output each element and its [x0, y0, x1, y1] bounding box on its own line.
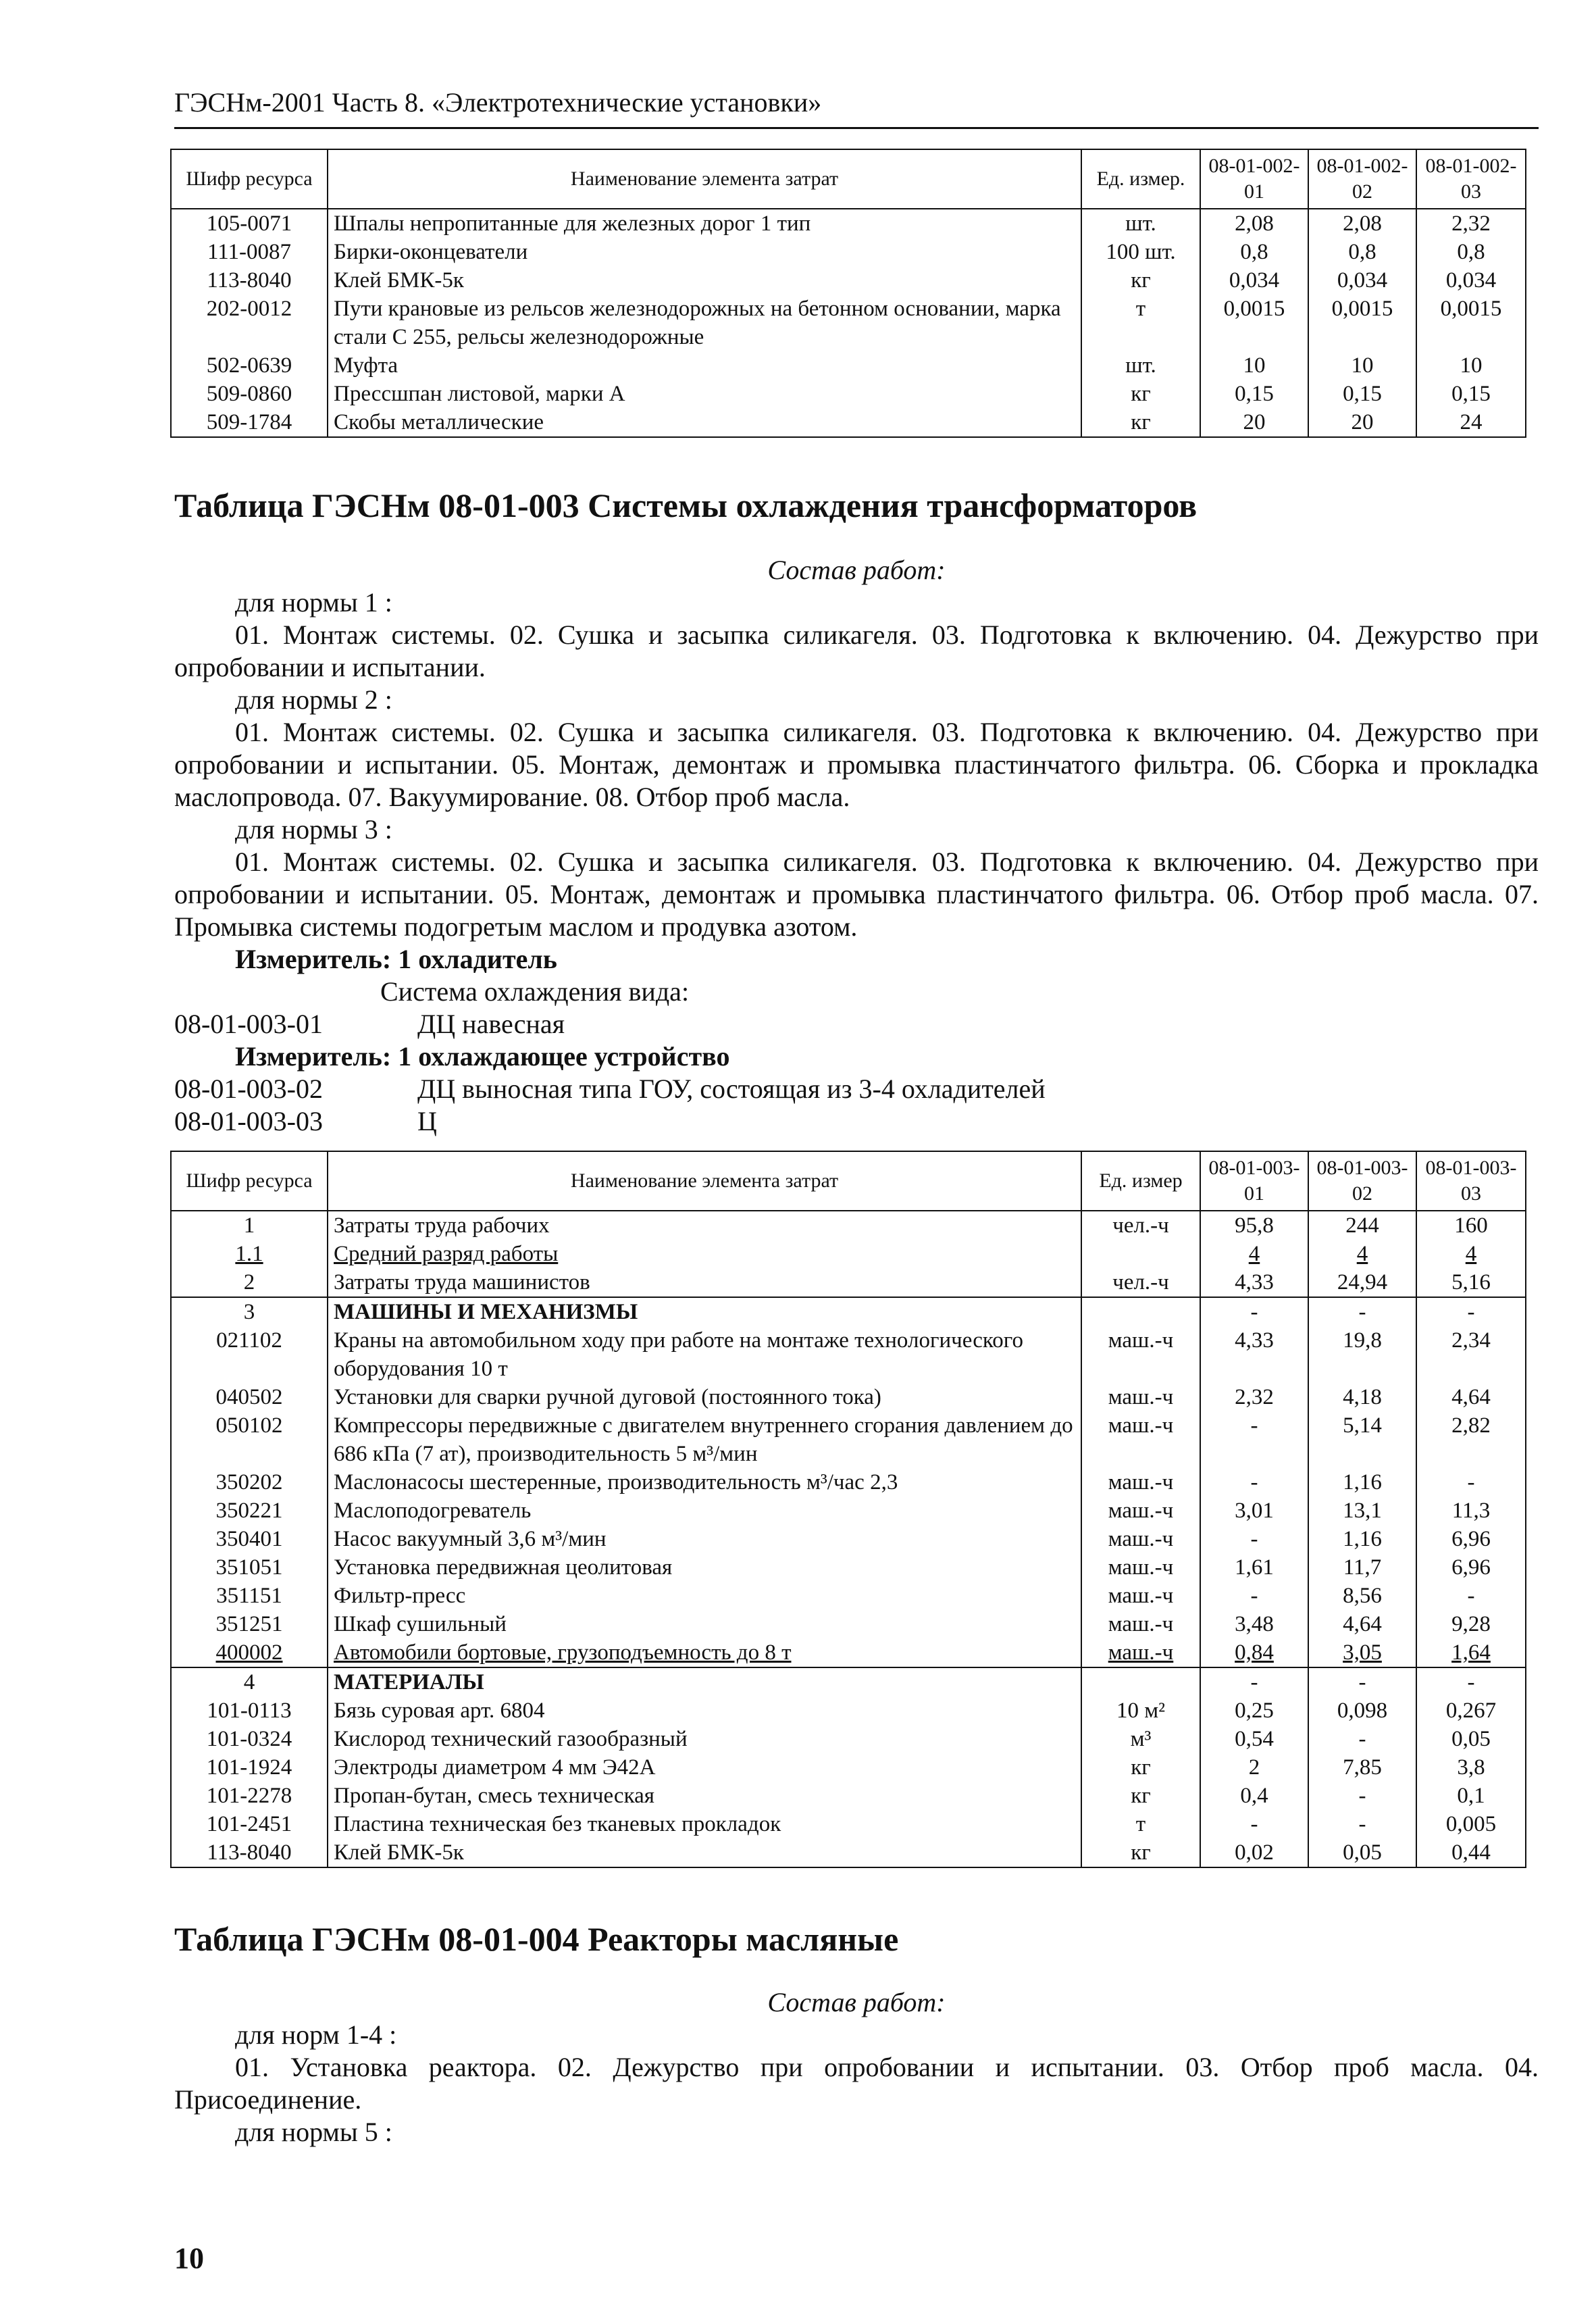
unit: маш.-ч — [1081, 1383, 1200, 1411]
unit: т — [1081, 295, 1200, 351]
norm-1-value: - — [1200, 1297, 1308, 1326]
col-header-unit: Ед. измер. — [1081, 149, 1200, 209]
resource-name: МАТЕРИАЛЫ — [328, 1667, 1081, 1696]
norm-2-value: 0,15 — [1308, 380, 1416, 408]
resource-name: Электроды диаметром 4 мм Э42А — [328, 1753, 1081, 1782]
table-row — [171, 295, 1526, 351]
resource-name: Пути крановые из рельсов железнодорожных на бетонном основании, марка стали С 255, рельсы железнодорожные — [328, 295, 1081, 351]
norm-2-value: 0,0015 — [1308, 295, 1416, 351]
norm-3-value: 0,44 — [1416, 1838, 1526, 1867]
table-row — [171, 1240, 1526, 1268]
col-header-code: Шифр ресурса — [171, 149, 328, 209]
norm-1-value: 0,8 — [1200, 238, 1308, 266]
norm-3-value: 0,15 — [1416, 380, 1526, 408]
unit: кг — [1081, 1753, 1200, 1782]
norm-2-text: 01. Монтаж системы. 02. Сушка и засыпка силикагеля. 03. Подготовка к включению. 04. Дежурство при опробовании и испытании. 05. Монтаж, демонтаж и промывка пластинчатого фильтра. 06. Сборка и прокладка маслопровода. 07. Вакуумирование. 08. Отбор проб масла. — [174, 717, 1539, 812]
resource-name: Клей БМК-5к — [328, 1838, 1081, 1867]
norm-3-label: для нормы 3 : — [235, 814, 392, 845]
col-header-norm-2: 08-01-003-02 — [1308, 1151, 1416, 1211]
resource-code: 021102 — [171, 1326, 328, 1383]
norm-3-value: 0,034 — [1416, 266, 1526, 295]
norm-2-value: - — [1308, 1297, 1416, 1326]
resource-name: Шпалы непропитанные для железных дорог 1 тип — [328, 209, 1081, 238]
table-row — [171, 1297, 1526, 1326]
norm-3-text: 01. Монтаж системы. 02. Сушка и засыпка силикагеля. 03. Подготовка к включению. 04. Дежурство при опробовании и испытании. 05. Монтаж, демонтаж и промывка пластинчатого фильтра. 06. Отбор проб масла. 07. Промывка системы подогретым маслом и продувка азотом. — [174, 847, 1539, 942]
norm-2-value: 3,05 — [1308, 1638, 1416, 1667]
unit: кг — [1081, 1838, 1200, 1867]
norm-5-label: для нормы 5 : — [235, 2117, 392, 2147]
norm-1-value: - — [1200, 1468, 1308, 1496]
resource-code: 101-1924 — [171, 1753, 328, 1782]
norm-3-value: 1,64 — [1416, 1638, 1526, 1667]
table-row — [171, 1838, 1526, 1867]
norm-2-value: 11,7 — [1308, 1553, 1416, 1582]
works-block-08-01-003 — [174, 554, 1539, 1138]
item-name: ДЦ навесная — [417, 1009, 565, 1039]
col-header-unit: Ед. измер — [1081, 1151, 1200, 1211]
table-row — [171, 266, 1526, 295]
norm-1-value: 95,8 — [1200, 1211, 1308, 1240]
norm-2-value: 0,034 — [1308, 266, 1416, 295]
item-code: 08-01-003-03 — [174, 1106, 323, 1136]
unit: маш.-ч — [1081, 1411, 1200, 1468]
norm-3-value: 3,8 — [1416, 1753, 1526, 1782]
norm-2-value: 24,94 — [1308, 1268, 1416, 1297]
works-heading: Состав работ: — [767, 555, 946, 585]
header-rule — [174, 127, 1539, 129]
resource-code: 101-0324 — [171, 1725, 328, 1753]
system-kind-label: Система охлаждения вида: — [380, 976, 690, 1007]
unit: маш.-ч — [1081, 1468, 1200, 1496]
norm-1-value: 2,08 — [1200, 209, 1308, 238]
table-row — [171, 1696, 1526, 1725]
resource-code: 351251 — [171, 1610, 328, 1638]
norm-1-value: 0,25 — [1200, 1696, 1308, 1725]
norm-2-value: - — [1308, 1667, 1416, 1696]
resource-code: 1.1 — [171, 1240, 328, 1268]
norm-3-value: 4 — [1416, 1240, 1526, 1268]
norm-1-value: 10 — [1200, 351, 1308, 380]
norm-1-value: 0,15 — [1200, 380, 1308, 408]
norm-1-value: 4,33 — [1200, 1268, 1308, 1297]
col-header-norm-3: 08-01-002-03 — [1416, 149, 1526, 209]
norm-2-value: 13,1 — [1308, 1496, 1416, 1525]
col-header-norm-1: 08-01-003-01 — [1200, 1151, 1308, 1211]
norm-1-value: 3,48 — [1200, 1610, 1308, 1638]
unit — [1081, 1667, 1200, 1696]
unit: маш.-ч — [1081, 1638, 1200, 1667]
norm-2-value: 19,8 — [1308, 1326, 1416, 1383]
norm-3-value: 0,267 — [1416, 1696, 1526, 1725]
resource-name: Затраты труда машинистов — [328, 1268, 1081, 1297]
resource-code: 101-2451 — [171, 1810, 328, 1838]
norm-2-value: 8,56 — [1308, 1582, 1416, 1610]
norm-2-value: 4,18 — [1308, 1383, 1416, 1411]
table-row — [171, 1326, 1526, 1383]
norm-3-value: 0,8 — [1416, 238, 1526, 266]
norm-1-value: - — [1200, 1411, 1308, 1468]
resource-code: 3 — [171, 1297, 328, 1326]
norm-2-value: 0,098 — [1308, 1696, 1416, 1725]
norm-1-value: 0,54 — [1200, 1725, 1308, 1753]
norm-3-value: 6,96 — [1416, 1525, 1526, 1553]
norm-1-value: - — [1200, 1667, 1308, 1696]
resource-name: Средний разряд работы — [328, 1240, 1081, 1268]
norm-2-value: 1,16 — [1308, 1468, 1416, 1496]
norm-3-value: 11,3 — [1416, 1496, 1526, 1525]
resource-name: МАШИНЫ И МЕХАНИЗМЫ — [328, 1297, 1081, 1326]
item-code: 08-01-003-02 — [174, 1074, 323, 1104]
norm-3-value: - — [1416, 1582, 1526, 1610]
norm-1-4-label: для норм 1-4 : — [235, 2019, 397, 2050]
norm-3-value: - — [1416, 1468, 1526, 1496]
norm-3-value: - — [1416, 1297, 1526, 1326]
resource-code: 105-0071 — [171, 209, 328, 238]
resource-code: 509-0860 — [171, 380, 328, 408]
norm-1-value: 0,02 — [1200, 1838, 1308, 1867]
resource-code: 350202 — [171, 1468, 328, 1496]
table-row — [171, 1638, 1526, 1667]
resource-name: Пропан-бутан, смесь техническая — [328, 1782, 1081, 1810]
works-block-08-01-004 — [174, 1986, 1539, 2148]
resource-name: Установка передвижная цеолитовая — [328, 1553, 1081, 1582]
unit: чел.-ч — [1081, 1268, 1200, 1297]
norm-1-value: - — [1200, 1582, 1308, 1610]
norm-1-4-text: 01. Установка реактора. 02. Дежурство при опробовании и испытании. 03. Отбор проб масла. 04. Присоединение. — [174, 2052, 1539, 2115]
unit: кг — [1081, 380, 1200, 408]
resource-name: Скобы металлические — [328, 408, 1081, 437]
resource-name: Шкаф сушильный — [328, 1610, 1081, 1638]
norm-1-value: - — [1200, 1525, 1308, 1553]
table-row — [171, 1782, 1526, 1810]
resource-name: Бирки-оконцеватели — [328, 238, 1081, 266]
unit: чел.-ч — [1081, 1211, 1200, 1240]
item-code: 08-01-003-01 — [174, 1009, 323, 1039]
resource-code: 050102 — [171, 1411, 328, 1468]
resource-code: 350401 — [171, 1525, 328, 1553]
resource-code: 101-0113 — [171, 1696, 328, 1725]
table-1-body — [171, 209, 1526, 437]
resource-code: 351151 — [171, 1582, 328, 1610]
resource-name: Установки для сварки ручной дуговой (постоянного тока) — [328, 1383, 1081, 1411]
resource-code: 202-0012 — [171, 295, 328, 351]
unit: 10 м² — [1081, 1696, 1200, 1725]
norm-3-value: 5,16 — [1416, 1268, 1526, 1297]
resource-code: 113-8040 — [171, 266, 328, 295]
unit — [1081, 1240, 1200, 1268]
unit: маш.-ч — [1081, 1582, 1200, 1610]
norm-3-value: 24 — [1416, 408, 1526, 437]
table-row — [171, 1211, 1526, 1240]
table-row — [171, 209, 1526, 238]
col-header-norm-2: 08-01-002-02 — [1308, 149, 1416, 209]
table-row — [171, 1525, 1526, 1553]
unit: маш.-ч — [1081, 1610, 1200, 1638]
resource-code: 2 — [171, 1268, 328, 1297]
unit: маш.-ч — [1081, 1525, 1200, 1553]
resource-code: 509-1784 — [171, 408, 328, 437]
resource-code: 101-2278 — [171, 1782, 328, 1810]
col-header-name: Наименование элемента затрат — [328, 149, 1081, 209]
norm-1-value: 0,84 — [1200, 1638, 1308, 1667]
resource-name: Бязь суровая арт. 6804 — [328, 1696, 1081, 1725]
norm-3-value: 6,96 — [1416, 1553, 1526, 1582]
norm-1-value: 0,4 — [1200, 1782, 1308, 1810]
resource-name: Фильтр-пресс — [328, 1582, 1081, 1610]
norm-2-value: - — [1308, 1725, 1416, 1753]
table-row — [171, 1753, 1526, 1782]
table-row — [171, 1496, 1526, 1525]
resource-code: 502-0639 — [171, 351, 328, 380]
table-row — [171, 380, 1526, 408]
table-row — [171, 1383, 1526, 1411]
norm-2-value: 0,8 — [1308, 238, 1416, 266]
norm-1-value: 4 — [1200, 1240, 1308, 1268]
resource-code: 4 — [171, 1667, 328, 1696]
resource-name: Автомобили бортовые, грузоподъемность до 8 т — [328, 1638, 1081, 1667]
resource-name: Клей БМК-5к — [328, 266, 1081, 295]
table-row — [171, 1411, 1526, 1468]
table-row — [171, 351, 1526, 380]
norm-3-value: 4,64 — [1416, 1383, 1526, 1411]
norm-3-value: 0,05 — [1416, 1725, 1526, 1753]
table-row — [171, 1468, 1526, 1496]
resource-name: Маслонасосы шестеренные, производительность м³/час 2,3 — [328, 1468, 1081, 1496]
unit: т — [1081, 1810, 1200, 1838]
item-08-01-003-02 — [174, 1073, 1539, 1105]
table-title-08-01-003: Таблица ГЭСНм 08-01-003 Системы охлаждения трансформаторов — [174, 486, 1198, 524]
table-row — [171, 1725, 1526, 1753]
resource-code: 351051 — [171, 1553, 328, 1582]
unit: 100 шт. — [1081, 238, 1200, 266]
norm-1-value: 2,32 — [1200, 1383, 1308, 1411]
resource-code: 040502 — [171, 1383, 328, 1411]
resource-name: Кислород технический газообразный — [328, 1725, 1081, 1753]
resource-name: Пластина техническая без тканевых прокладок — [328, 1810, 1081, 1838]
page-number: 10 — [174, 2242, 204, 2275]
col-header-name: Наименование элемента затрат — [328, 1151, 1081, 1211]
table-2-body — [171, 1211, 1526, 1867]
table-row — [171, 1610, 1526, 1638]
norm-2-value: 20 — [1308, 408, 1416, 437]
unit — [1081, 1297, 1200, 1326]
norm-3-value: 9,28 — [1416, 1610, 1526, 1638]
resource-name: Компрессоры передвижные с двигателем внутреннего сгорания давлением до 686 кПа (7 ат), производительность 5 м³/мин — [328, 1411, 1081, 1468]
table-row — [171, 1268, 1526, 1297]
unit: кг — [1081, 1782, 1200, 1810]
norm-1-value: 0,0015 — [1200, 295, 1308, 351]
table-row — [171, 1553, 1526, 1582]
resource-name: Муфта — [328, 351, 1081, 380]
norm-1-value: 2 — [1200, 1753, 1308, 1782]
norm-2-value: 244 — [1308, 1211, 1416, 1240]
resource-table-1 — [170, 149, 1526, 438]
norm-2-value: 10 — [1308, 351, 1416, 380]
running-header: ГЭСНм-2001 Часть 8. «Электротехнические установки» — [174, 87, 822, 118]
item-name: Ц — [417, 1106, 437, 1136]
item-08-01-003-01 — [174, 1008, 1539, 1040]
resource-name: Насос вакуумный 3,6 м³/мин — [328, 1525, 1081, 1553]
table-row — [171, 1810, 1526, 1838]
norm-2-value: 0,05 — [1308, 1838, 1416, 1867]
resource-code: 111-0087 — [171, 238, 328, 266]
meter-2: Измеритель: 1 охлаждающее устройство — [235, 1041, 730, 1072]
norm-1-value: 0,034 — [1200, 266, 1308, 295]
resource-code: 113-8040 — [171, 1838, 328, 1867]
item-08-01-003-03 — [174, 1105, 1539, 1138]
norm-3-value: 0,005 — [1416, 1810, 1526, 1838]
norm-2-value: - — [1308, 1810, 1416, 1838]
norm-2-value: 2,08 — [1308, 209, 1416, 238]
norm-3-value: 2,32 — [1416, 209, 1526, 238]
unit: маш.-ч — [1081, 1496, 1200, 1525]
unit: м³ — [1081, 1725, 1200, 1753]
resource-name: Затраты труда рабочих — [328, 1211, 1081, 1240]
norm-1-value: 3,01 — [1200, 1496, 1308, 1525]
unit: маш.-ч — [1081, 1326, 1200, 1383]
table-row — [171, 408, 1526, 437]
norm-1-value: 20 — [1200, 408, 1308, 437]
norm-2-value: 4 — [1308, 1240, 1416, 1268]
resource-code: 350221 — [171, 1496, 328, 1525]
unit: шт. — [1081, 351, 1200, 380]
norm-1-value: 1,61 — [1200, 1553, 1308, 1582]
norm-2-value: 7,85 — [1308, 1753, 1416, 1782]
meter-1: Измеритель: 1 охладитель — [235, 944, 557, 974]
norm-3-value: - — [1416, 1667, 1526, 1696]
resource-table-2 — [170, 1151, 1526, 1868]
resource-name: Маслоподогреватель — [328, 1496, 1081, 1525]
norm-2-value: 1,16 — [1308, 1525, 1416, 1553]
norm-2-label: для нормы 2 : — [235, 684, 392, 715]
norm-3-value: 160 — [1416, 1211, 1526, 1240]
resource-name: Краны на автомобильном ходу при работе на монтаже технологического оборудования 10 т — [328, 1326, 1081, 1383]
col-header-code: Шифр ресурса — [171, 1151, 328, 1211]
norm-1-value: 4,33 — [1200, 1326, 1308, 1383]
table-row — [171, 1667, 1526, 1696]
works-heading: Состав работ: — [767, 1987, 946, 2017]
unit: шт. — [1081, 209, 1200, 238]
norm-3-value: 0,1 — [1416, 1782, 1526, 1810]
unit: кг — [1081, 408, 1200, 437]
norm-3-value: 0,0015 — [1416, 295, 1526, 351]
norm-2-value: 4,64 — [1308, 1610, 1416, 1638]
resource-code: 1 — [171, 1211, 328, 1240]
table-title-08-01-004: Таблица ГЭСНм 08-01-004 Реакторы масляные — [174, 1920, 899, 1958]
unit: маш.-ч — [1081, 1553, 1200, 1582]
unit: кг — [1081, 266, 1200, 295]
resource-code: 400002 — [171, 1638, 328, 1667]
table-row — [171, 1582, 1526, 1610]
norm-3-value: 2,82 — [1416, 1411, 1526, 1468]
norm-3-value: 10 — [1416, 351, 1526, 380]
norm-1-value: - — [1200, 1810, 1308, 1838]
item-name: ДЦ выносная типа ГОУ, состоящая из 3-4 охладителей — [417, 1074, 1046, 1104]
norm-2-value: - — [1308, 1782, 1416, 1810]
norm-1-text: 01. Монтаж системы. 02. Сушка и засыпка силикагеля. 03. Подготовка к включению. 04. Дежурство при опробовании и испытании. — [174, 620, 1539, 682]
col-header-norm-1: 08-01-002-01 — [1200, 149, 1308, 209]
norm-3-value: 2,34 — [1416, 1326, 1526, 1383]
norm-1-label: для нормы 1 : — [235, 587, 392, 618]
resource-name: Прессшпан листовой, марки А — [328, 380, 1081, 408]
col-header-norm-3: 08-01-003-03 — [1416, 1151, 1526, 1211]
table-row — [171, 238, 1526, 266]
norm-2-value: 5,14 — [1308, 1411, 1416, 1468]
